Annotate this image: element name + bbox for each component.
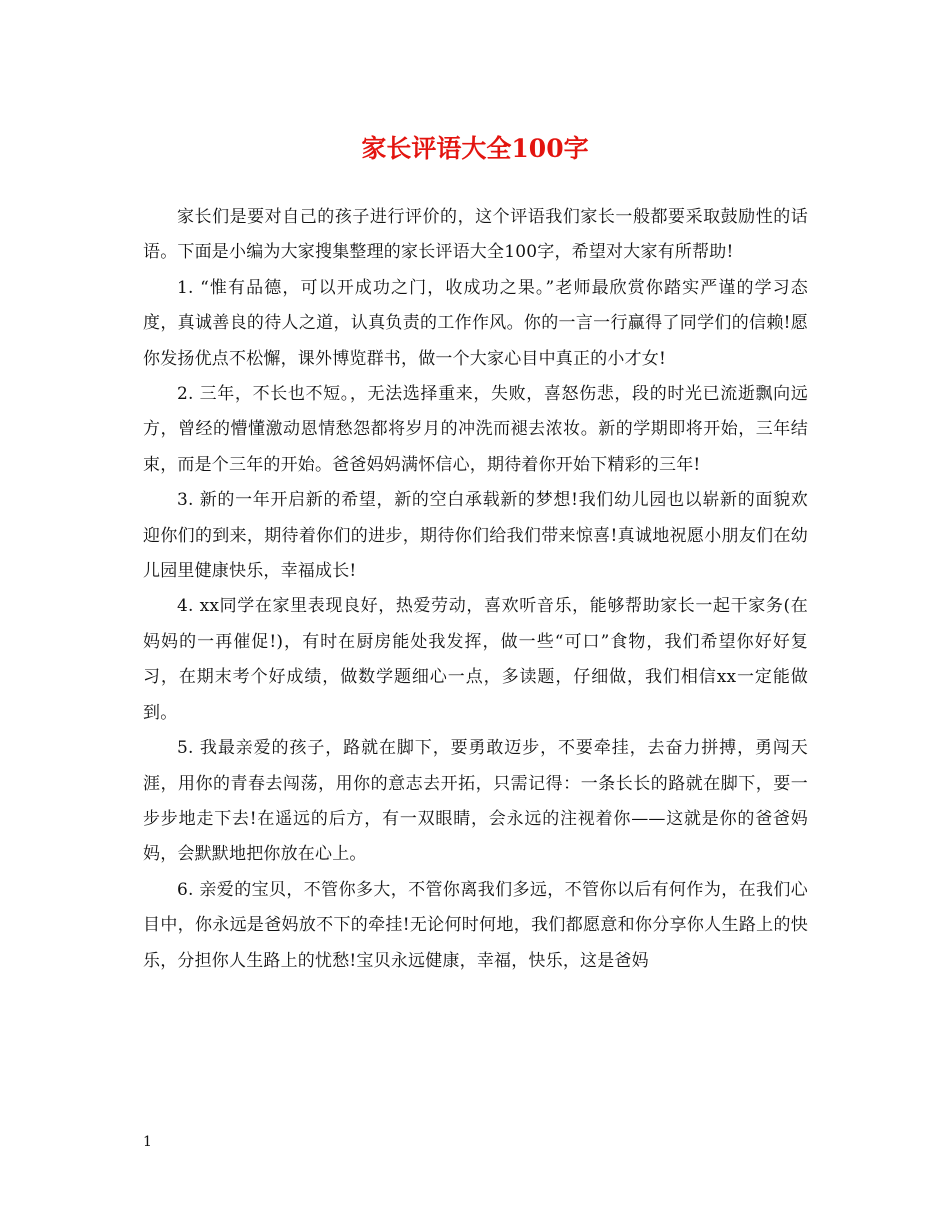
intro-paragraph: 家长们是要对自己的孩子进行评价的，这个评语我们家长一般都要采取鼓励性的话语。下面是小编为大家搜集整理的家长评语大全100字，希望对大家有所帮助! xyxy=(143,207,808,263)
comment-paragraph-2: 2. 三年，不长也不短。，无法选择重来，失败，喜怒伤悲，段的时光已流逝飘向远方，曾经的懵懂激动恩情愁怨都将岁月的冲洗而褪去浓妆。新的学期即将开始，三年结束，而是个三年的开始。爸爸妈妈满怀信心，期待着你开始下精彩的三年! xyxy=(143,384,808,475)
comment-paragraph-1: 1. “惟有品德，可以开成功之门，收成功之果。”老师最欣赏你踏实严谨的学习态度，真诚善良的待人之道，认真负责的工作作风。你的一言一行赢得了同学们的信赖!愿你发扬优点不松懈，课外博览群书，做一个大家心目中真正的小才女! xyxy=(143,277,808,369)
comment-paragraph-6: 6. 亲爱的宝贝，不管你多大，不管你离我们多远，不管你以后有何作为，在我们心目中，你永远是爸妈放不下的牵挂!无论何时何地，我们都愿意和你分享你人生路上的快乐，分担你人生路上的忧愁!宝贝永远健康，幸福，快乐，这是爸妈 xyxy=(143,879,808,971)
comment-paragraph-5: 5. 我最亲爱的孩子，路就在脚下，要勇敢迈步，不要牵挂，去奋力拼搏，勇闯天涯，用你的青春去闯荡，用你的意志去开拓，只需记得：一条长长的路就在脚下，要一步步地走下去!在遥远的后方，有一双眼睛，会永远的注视着你——这就是你的爸爸妈妈，会默默地把你放在心上。 xyxy=(143,738,808,865)
comment-paragraph-4: 4. xx同学在家里表现良好，热爱劳动，喜欢听音乐，能够帮助家长一起干家务(在妈妈的一再催促!)，有时在厨房能处我发挥，做一些“可口”食物，我们希望你好好复习，在期末考个好成绩，做数学题细心一点，多读题，仔细做，我们相信xx一定能做到。 xyxy=(143,596,808,723)
comment-paragraph-3: 3. 新的一年开启新的希望，新的空白承载新的梦想!我们幼儿园也以崭新的面貌欢迎你们的到来，期待着你们的进步，期待你们给我们带来惊喜!真诚地祝愿小朋友们在幼儿园里健康快乐，幸福成长! xyxy=(143,490,808,582)
document-title: 家长评语大全100字 xyxy=(361,134,589,163)
document-body xyxy=(143,200,808,979)
page-number: 1 xyxy=(143,1134,152,1150)
